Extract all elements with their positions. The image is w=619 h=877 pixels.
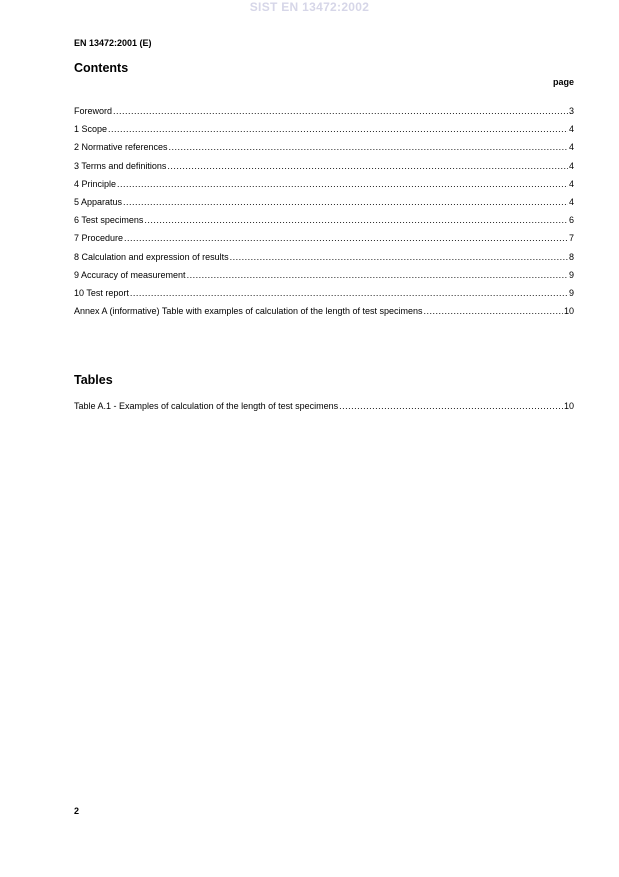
toc-entry-apparatus[interactable] (74, 196, 574, 214)
dot-leader (108, 123, 568, 135)
toc-entry-annex-a[interactable] (74, 305, 574, 323)
table-entry-page: 10 (563, 401, 574, 411)
dot-leader (187, 269, 568, 281)
toc-entry-terms-and-definitions[interactable] (74, 160, 574, 178)
tables-heading: Tables (74, 373, 113, 387)
dot-leader (169, 141, 568, 153)
dot-leader (123, 196, 568, 208)
toc-entry-title: 5 Apparatus (74, 196, 123, 207)
toc-entry-foreword[interactable] (74, 105, 574, 123)
toc-entry-page: 9 (568, 287, 574, 298)
toc-entry-title: 8 Calculation and expression of results (74, 251, 229, 262)
table-of-contents (74, 105, 574, 323)
dot-leader (424, 305, 563, 317)
toc-entry-procedure[interactable] (74, 232, 574, 250)
dot-leader (230, 251, 568, 263)
document-id: EN 13472:2001 (E) (74, 38, 152, 48)
toc-entry-calculation[interactable] (74, 251, 574, 269)
toc-entry-title: 4 Principle (74, 178, 117, 189)
dot-leader (167, 160, 568, 172)
toc-entry-page: 10 (563, 306, 574, 317)
toc-entry-title: 1 Scope (74, 124, 108, 135)
list-of-tables (74, 400, 574, 418)
toc-entry-page: 9 (568, 269, 574, 280)
table-entry-a1[interactable] (74, 400, 574, 418)
toc-entry-page: 6 (568, 215, 574, 226)
toc-entry-page: 4 (568, 178, 574, 189)
toc-entry-page: 7 (568, 233, 574, 244)
toc-entry-title: Foreword (74, 106, 113, 116)
toc-entry-normative-references[interactable] (74, 141, 574, 159)
page-column-label: page (552, 77, 574, 87)
toc-entry-title: 2 Normative references (74, 142, 168, 153)
table-entry-title: Table A.1 - Examples of calculation of the length of test specimens (74, 401, 339, 411)
toc-entry-page: 3 (568, 106, 574, 116)
toc-entry-page: 4 (568, 142, 574, 153)
dot-leader (124, 232, 568, 244)
dot-leader (117, 178, 568, 190)
dot-leader (144, 214, 568, 226)
toc-entry-principle[interactable] (74, 178, 574, 196)
toc-entry-title: 6 Test specimens (74, 215, 144, 226)
toc-entry-page: 8 (568, 251, 574, 262)
toc-entry-page: 4 (568, 196, 574, 207)
toc-entry-page: 4 (568, 124, 574, 135)
toc-entry-title: 7 Procedure (74, 233, 124, 244)
toc-entry-title: 10 Test report (74, 287, 129, 298)
toc-entry-test-specimens[interactable] (74, 214, 574, 232)
toc-entry-title: 3 Terms and definitions (74, 160, 167, 171)
dot-leader (113, 105, 568, 117)
dot-leader (339, 400, 563, 412)
contents-heading: Contents (74, 61, 129, 75)
toc-entry-title: Annex A (informative) Table with examples of calculation of the length of test specimens (74, 306, 423, 317)
page-number: 2 (74, 806, 80, 816)
toc-entry-page: 4 (568, 160, 574, 171)
dot-leader (130, 287, 568, 299)
toc-entry-test-report[interactable] (74, 287, 574, 305)
watermark: SIST EN 13472:2002 (249, 0, 370, 14)
toc-entry-scope[interactable] (74, 123, 574, 141)
toc-entry-title: 9 Accuracy of measurement (74, 269, 186, 280)
toc-entry-accuracy[interactable] (74, 269, 574, 287)
